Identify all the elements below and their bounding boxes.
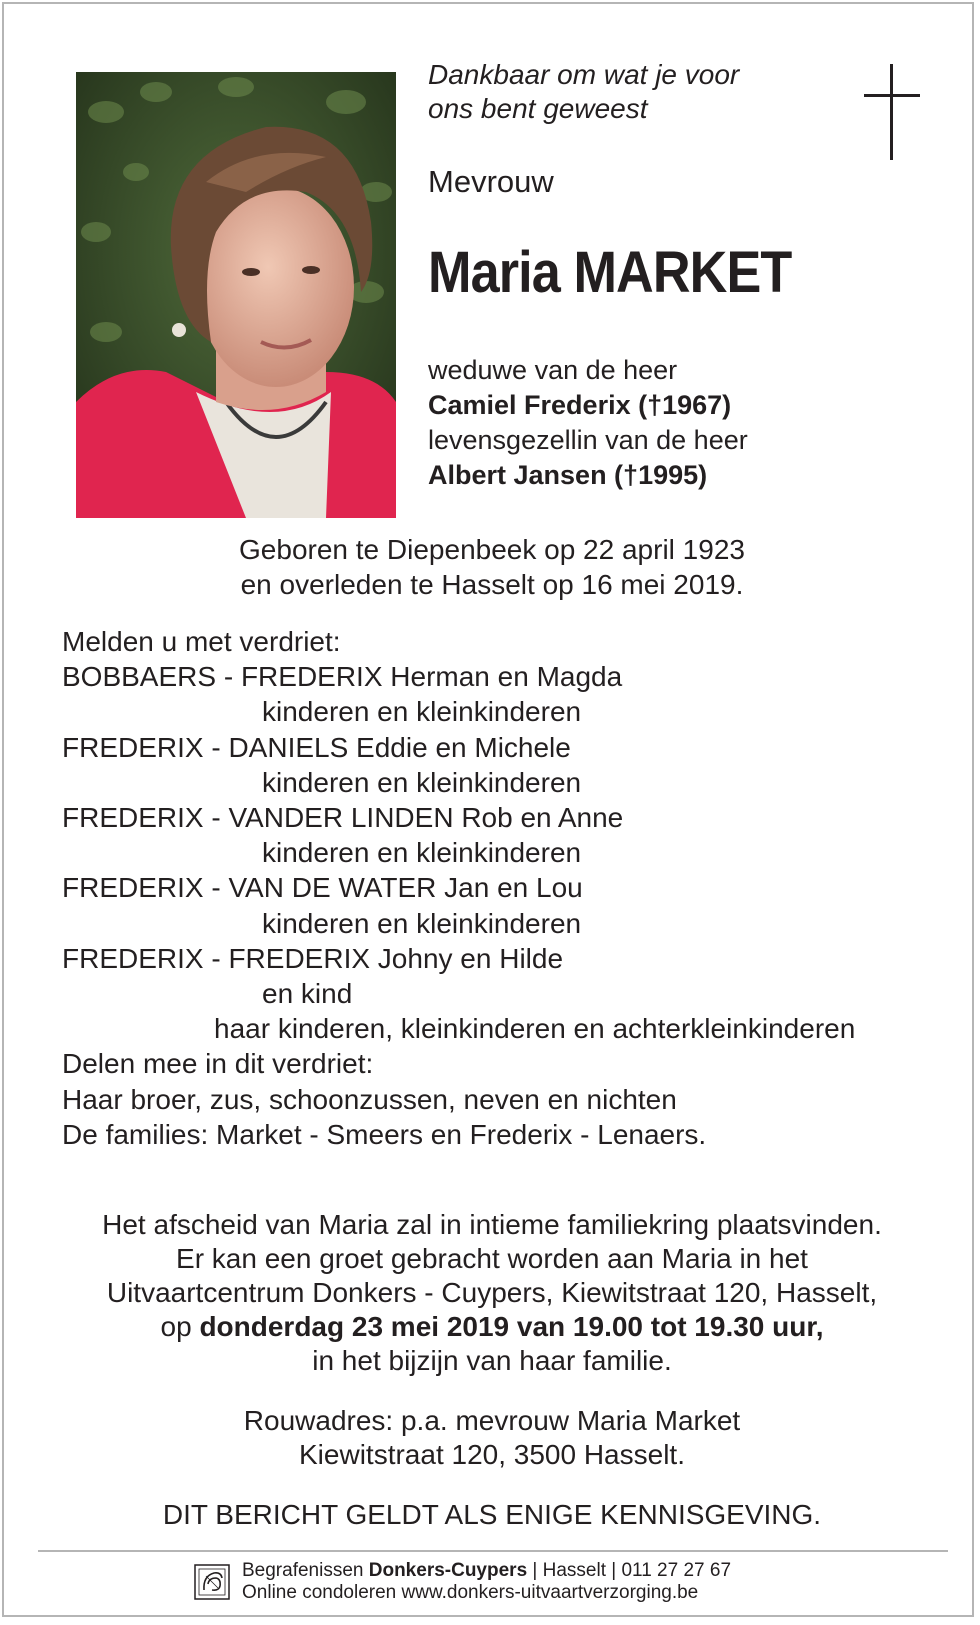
partner-text: levensgezellin van de heer <box>428 425 748 455</box>
footer-contact: | Hasselt | 011 27 27 67 <box>527 1560 732 1581</box>
partner-name: Albert Jansen (†1995) <box>428 460 708 490</box>
family-sub: kinderen en kleinkinderen <box>262 837 582 869</box>
footer-line-1 <box>242 1560 731 1582</box>
family-sub: kinderen en kleinkinderen <box>262 766 582 798</box>
family-summary: haar kinderen, kleinkinderen en achterkleinkinderen <box>214 1013 856 1045</box>
obituary-card <box>2 2 974 1617</box>
deceased-name: Maria MARKET <box>428 240 792 305</box>
farewell-line-4 <box>4 1310 980 1344</box>
footer-prefix: Begrafenissen <box>242 1560 369 1581</box>
farewell-line-2: Er kan een groet gebracht worden aan Maria in het <box>176 1243 808 1274</box>
family-name: FREDERIX - VAN DE WATER Jan en Lou <box>62 872 583 904</box>
farewell-line-3: Uitvaartcentrum Donkers - Cuypers, Kiewitstraat 120, Hasselt, <box>106 1277 878 1308</box>
official-notice: DIT BERICHT GELDT ALS ENIGE KENNISGEVING. <box>162 1499 822 1530</box>
footer-text <box>242 1560 731 1604</box>
footer-divider <box>38 1550 948 1552</box>
relations <box>428 353 748 493</box>
farewell-date: donderdag 23 mei 2019 van 19.00 tot 19.30 uur, <box>199 1311 824 1342</box>
farewell-info <box>4 1208 980 1378</box>
share-line-1: Haar broer, zus, schoonzussen, neven en nichten <box>62 1083 677 1115</box>
footer <box>194 1560 731 1604</box>
birth-death-info <box>4 532 980 602</box>
family-intro: Melden u met verdriet: <box>62 626 341 657</box>
mourning-address <box>4 1404 980 1472</box>
address-line-2: Kiewitstraat 120, 3500 Hasselt. <box>299 1439 685 1470</box>
footer-website[interactable]: Online condoleren www.donkers-uitvaartverzorging.be <box>242 1582 699 1603</box>
portrait-illustration <box>76 72 396 518</box>
address-line-1: Rouwadres: p.a. mevrouw Maria Market <box>243 1405 741 1436</box>
share-intro: Delen mee in dit verdriet: <box>62 1048 374 1080</box>
husband-name: Camiel Frederix (†1967) <box>428 390 732 420</box>
family-name: FREDERIX - VANDER LINDEN Rob en Anne <box>62 802 624 834</box>
widow-text: weduwe van de heer <box>428 355 678 385</box>
family-name: FREDERIX - DANIELS Eddie en Michele <box>62 731 571 763</box>
death-line: en overleden te Hasselt op 16 mei 2019. <box>240 569 744 600</box>
family-list <box>62 624 855 1152</box>
share-line-2: De families: Market - Smeers en Frederix - Lenaers. <box>62 1118 707 1150</box>
family-sub: en kind <box>262 978 353 1010</box>
cross-icon <box>864 64 920 160</box>
birth-line: Geboren te Diepenbeek op 22 april 1923 <box>239 534 745 565</box>
family-sub: kinderen en kleinkinderen <box>262 696 582 728</box>
family-name: BOBBAERS - FREDERIX Herman en Magda <box>62 661 623 693</box>
funeral-home-logo-icon <box>194 1564 230 1600</box>
footer-company: Donkers-Cuypers <box>368 1560 528 1581</box>
portrait-photo <box>76 72 396 518</box>
farewell-line-5: in het bijzijn van haar familie. <box>312 1345 672 1376</box>
farewell-line-1: Het afscheid van Maria zal in intieme familiekring plaatsvinden. <box>102 1209 882 1240</box>
salutation: Mevrouw <box>428 164 554 199</box>
motto-line-1: Dankbaar om wat je voor <box>428 59 740 90</box>
farewell-date-prefix: op <box>160 1311 200 1342</box>
motto-line-2: ons bent geweest <box>428 93 648 124</box>
motto <box>428 58 739 126</box>
family-name: FREDERIX - FREDERIX Johny en Hilde <box>62 942 564 974</box>
family-sub: kinderen en kleinkinderen <box>262 907 582 939</box>
